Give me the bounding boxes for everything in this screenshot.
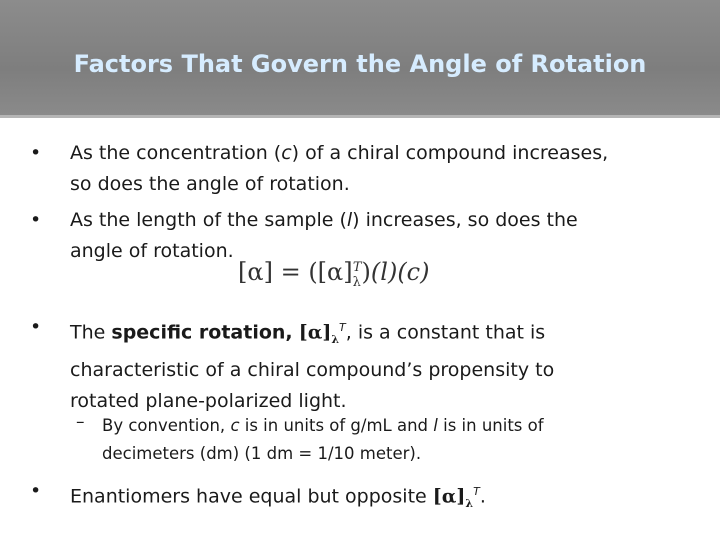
slide-title: Factors That Govern the Angle of Rotation	[73, 50, 647, 78]
var-l: l	[346, 209, 353, 231]
bullet-3-text	[70, 312, 700, 417]
sub-var-c: c	[230, 416, 240, 435]
bullet-1	[0, 138, 720, 202]
bullet-dot: •	[30, 209, 42, 231]
t-superscript: T	[339, 321, 346, 334]
bullet-3-post: , is a constant that is	[345, 321, 546, 344]
sub-1-mid: is in units of g/mL and	[239, 416, 434, 435]
sub-1-post: is in units of	[437, 416, 544, 435]
sub-bullet-dash: –	[76, 412, 85, 432]
sub-bullet-1	[0, 412, 720, 470]
sub-bullet-1-text	[102, 412, 702, 468]
bullet-3-line2: characteristic of a chiral compound’s propensity to	[70, 359, 555, 382]
formula-c-term: (c)	[397, 258, 430, 286]
bullet-3	[0, 312, 720, 413]
formula-rhs-close: )	[361, 258, 371, 286]
sub-1-line2: decimeters (dm) (1 dm = 1/10 meter).	[102, 444, 422, 463]
bullet-2-line2: angle of rotation.	[70, 240, 234, 262]
formula-lhs: [α]	[238, 258, 273, 286]
bullet-2-post: ) increases, so does the	[352, 209, 578, 231]
bullet-4	[0, 476, 720, 510]
sub-var-l: l	[433, 416, 438, 435]
alpha-symbol: [α]	[298, 321, 332, 344]
formula-rhs: ([α]	[308, 258, 353, 286]
bullet-1-pre: As the concentration (	[70, 142, 282, 164]
formula-sub-lambda: λ	[352, 274, 361, 290]
t-superscript: T	[473, 485, 480, 498]
bullet-4-text	[70, 476, 700, 519]
bullet-dot: •	[30, 142, 42, 164]
bullet-dot: •	[30, 480, 42, 502]
bullet-1-post: ) of a chiral compound increases,	[291, 142, 609, 164]
bullet-3-line3: rotated plane-polarized light.	[70, 390, 347, 413]
formula-sup-t: T	[352, 260, 362, 275]
bullet-3-pre: The	[70, 321, 112, 344]
formula-equals: =	[272, 258, 309, 286]
specific-rotation-term: specific rotation,	[111, 321, 293, 344]
bullet-4-post: .	[479, 485, 486, 508]
bullet-1-line2: so does the angle of rotation.	[70, 173, 350, 195]
bullet-dot: •	[30, 316, 42, 338]
var-c: c	[281, 142, 292, 164]
alpha-symbol: [α]	[432, 485, 466, 508]
bullet-2-pre: As the length of the sample (	[70, 209, 347, 231]
lambda-subscript: λ	[465, 497, 474, 511]
bullet-1-text	[70, 138, 700, 200]
title-bar	[0, 0, 720, 118]
sub-1-pre: By convention,	[102, 416, 231, 435]
formula-l-term: (l)	[370, 258, 398, 286]
lambda-subscript: λ	[331, 333, 340, 347]
bullet-4-pre: Enantiomers have equal but opposite	[70, 485, 433, 508]
specific-rotation-formula	[238, 258, 429, 290]
